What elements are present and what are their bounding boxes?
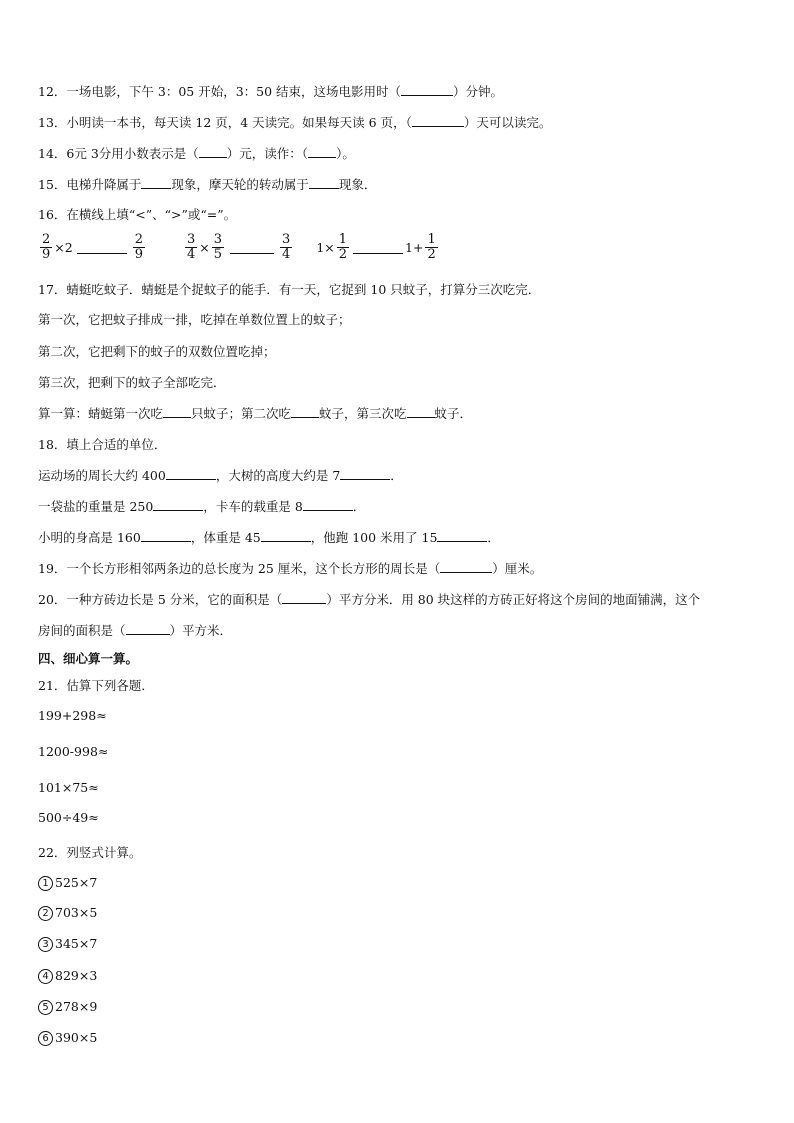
q16-e1-operator: ×2: [54, 240, 73, 255]
question-14: [38, 145, 355, 163]
q16-e1-fraction-2: $\frac{2}{9}$: [134, 232, 143, 262]
question-15: [38, 176, 376, 194]
q22-item-5: 5 278×9: [38, 998, 97, 1016]
q16-e2-fraction-2: $\frac{3}{5}$: [213, 232, 223, 262]
q12-answer-blank[interactable]: [401, 83, 453, 96]
circled-number-icon: 3: [38, 937, 53, 952]
question-13: [38, 114, 551, 132]
question-18-line-1: 运动场的周长大约 400 ，大树的高度大约是 7 ．: [38, 468, 403, 483]
q16-e3-fraction-2: $\frac{1}{2}$: [427, 232, 436, 262]
q16-expressions: [38, 233, 440, 262]
question-17-line-3: 第二次，它把剩下的蚊子的双数位置吃掉；: [38, 344, 276, 359]
q21-item-2: 1200-998≈: [38, 744, 109, 759]
q17-answer-blank-3[interactable]: [407, 405, 435, 418]
q14-text-post: ）。: [336, 146, 355, 161]
q16-e2-fraction-1: $\frac{3}{4}$: [187, 232, 196, 262]
q15-answer-blank-2[interactable]: [309, 176, 339, 189]
q14-answer-blank-2[interactable]: [308, 145, 336, 158]
q16-e2-fraction-3: $\frac{3}{4}$: [282, 232, 291, 262]
q20-answer-blank-1[interactable]: [282, 591, 326, 604]
q14-text-mid: ）元，读作：（: [226, 146, 309, 161]
q17-answer-blank-1[interactable]: [163, 405, 191, 418]
q16-e2-operator: ×: [199, 240, 210, 255]
q15-text-pre: 15．电梯升降属于: [38, 177, 142, 192]
q21-item-1: 199+298≈: [38, 708, 107, 723]
question-18-line-3: 小明的身高是 160 ，体重是 45 ，他跑 100 米用了 15 ．: [38, 530, 500, 545]
q22-item-3: 3 345×7: [38, 935, 97, 953]
q12-text-pre: 12．一场电影，下午 3：05 开始，3：50 结束，这场电影用时（: [38, 84, 402, 99]
q15-text-post: 现象．: [338, 177, 377, 192]
q22-item-6: 6 390×5: [38, 1029, 97, 1047]
q16-e2-answer-blank[interactable]: [230, 241, 274, 254]
question-16: [38, 206, 236, 224]
q22-item-1: 1 525×7: [38, 874, 97, 892]
q22-item-2: 2 703×5: [38, 904, 97, 922]
q16-e1-fraction-1: $\frac{2}{9}$: [42, 232, 51, 262]
q20-answer-blank-2[interactable]: [126, 622, 170, 635]
q13-text-pre: 13．小明读一本书，每天读 12 页，4 天读完。如果每天读 6 页，（: [38, 115, 412, 130]
question-17-line-2: 第一次，它把蚊子排成一排，吃掉在单数位置上的蚊子；: [38, 312, 351, 327]
q22-item-4: 4 829×3: [38, 967, 97, 985]
question-17-line-4: 第三次，把剩下的蚊子全部吃完．: [38, 375, 226, 390]
question-22-title: 22．列竖式计算。: [38, 845, 142, 860]
circled-number-icon: 2: [38, 906, 53, 921]
q15-answer-blank-1[interactable]: [141, 176, 171, 189]
q17-answer-blank-2[interactable]: [291, 405, 319, 418]
q18-l3-answer-blank-1[interactable]: [141, 529, 191, 542]
q18-l3-answer-blank-2[interactable]: [261, 529, 311, 542]
circled-number-icon: 5: [38, 1000, 53, 1015]
question-17-line-1: 17．蜻蜓吃蚊子．蜻蜓是个捉蚊子的能手．有一天，它捉到 10 只蚊子，打算分三次吃完．: [38, 282, 541, 297]
circled-number-icon: 1: [38, 876, 53, 891]
q13-answer-blank[interactable]: [412, 114, 464, 127]
question-19: 19．一个长方形相邻两条边的总长度为 25 厘米，这个长方形的周长是（ ）厘米。: [38, 561, 543, 576]
q21-item-3: 101×75≈: [38, 780, 99, 795]
q16-e3-fraction-1: $\frac{1}{2}$: [338, 232, 348, 262]
q16-text: 16．在横线上填“<”、“>”或“=”。: [38, 207, 237, 222]
q18-l1-answer-blank-2[interactable]: [340, 467, 390, 480]
q16-e3-mid: 1+: [405, 240, 424, 255]
question-20-line-2: 房间的面积是（ ）平方米．: [38, 623, 233, 638]
q18-l2-answer-blank-2[interactable]: [303, 498, 353, 511]
question-21-title: 21．估算下列各题．: [38, 678, 154, 693]
question-12: [38, 83, 503, 101]
section-4-heading: 四、细心算一算。: [38, 651, 139, 666]
q21-item-4: 500÷49≈: [38, 810, 99, 825]
circled-number-icon: 4: [38, 969, 53, 984]
q14-answer-blank-1[interactable]: [199, 145, 227, 158]
q16-e3-prefix: 1×: [316, 240, 335, 255]
question-20-line-1: 20．一种方砖边长是 5 分米，它的面积是（ ）平方分米．用 80 块这样的方砖正好将这个房间的地面铺满，这个: [38, 592, 701, 607]
q16-e3-answer-blank[interactable]: [353, 241, 403, 254]
q15-text-mid: 现象，摩天轮的转动属于: [171, 177, 309, 192]
q19-answer-blank[interactable]: [440, 560, 492, 573]
q12-text-post: ）分钟。: [453, 84, 504, 99]
question-17-line-5: 算一算：蜻蜓第一次吃 只蚊子；第二次吃 蚊子，第三次吃 蚊子．: [38, 406, 473, 421]
q14-text-pre: 14．6元 3分用小数表示是（: [38, 146, 199, 161]
q18-l2-answer-blank-1[interactable]: [153, 498, 203, 511]
q18-l1-answer-blank-1[interactable]: [166, 467, 216, 480]
question-18-title: 18．填上合适的单位．: [38, 437, 167, 452]
q13-text-post: ）天可以读完。: [463, 115, 552, 130]
question-18-line-2: 一袋盐的重量是 250 ，卡车的载重是 8 ．: [38, 499, 366, 514]
circled-number-icon: 6: [38, 1031, 53, 1046]
q16-e1-answer-blank[interactable]: [77, 241, 127, 254]
q18-l3-answer-blank-3[interactable]: [437, 529, 487, 542]
